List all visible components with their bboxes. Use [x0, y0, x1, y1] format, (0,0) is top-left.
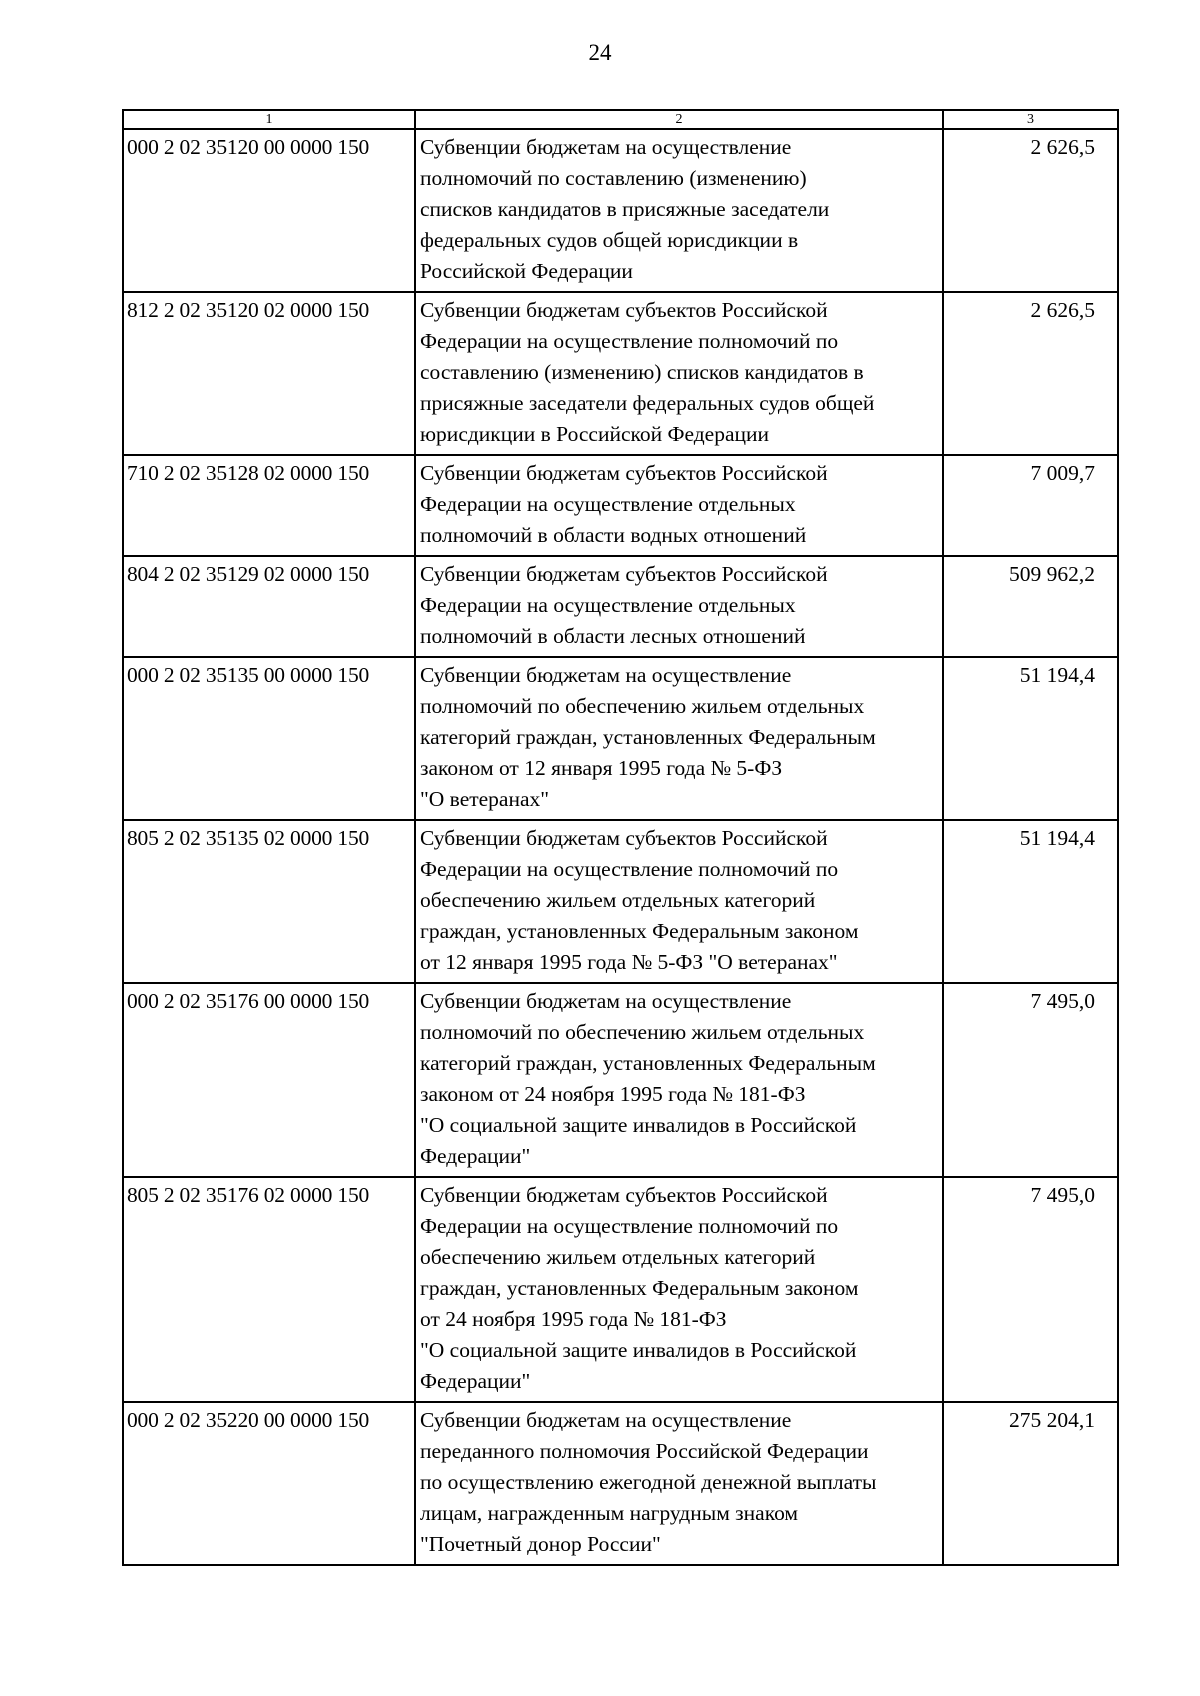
description-line: от 24 ноября 1995 года № 181-ФЗ — [420, 1307, 727, 1331]
budget-code-cell: 805 2 02 35135 02 0000 150 — [123, 820, 415, 983]
description-line: граждан, установленных Федеральным законом — [420, 919, 859, 943]
description-line: по осуществлению ежегодной денежной выплаты — [420, 1470, 877, 1494]
description-line: Федерации на осуществление полномочий по — [420, 329, 839, 353]
amount-cell: 7 495,0 — [943, 1177, 1118, 1402]
description-line: юрисдикции в Российской Федерации — [420, 422, 770, 446]
description-cell — [415, 1177, 943, 1402]
table-body — [123, 129, 1118, 1565]
budget-table — [122, 109, 1119, 1566]
description-line: Субвенции бюджетам на осуществление — [420, 1408, 792, 1432]
description-line: Федерации" — [420, 1369, 531, 1393]
description-line: "Почетный донор России" — [420, 1532, 661, 1556]
description-line: Федерации на осуществление отдельных — [420, 593, 796, 617]
column-number-2: 2 — [415, 110, 943, 129]
budget-code-cell: 812 2 02 35120 02 0000 150 — [123, 292, 415, 455]
description-cell — [415, 556, 943, 657]
budget-code-cell: 710 2 02 35128 02 0000 150 — [123, 455, 415, 556]
description-line: Субвенции бюджетам субъектов Российской — [420, 298, 828, 322]
description-line: Субвенции бюджетам субъектов Российской — [420, 562, 828, 586]
table-row — [123, 983, 1118, 1177]
description-cell — [415, 129, 943, 292]
description-line: переданного полномочия Российской Федерации — [420, 1439, 869, 1463]
table-row — [123, 1402, 1118, 1565]
page-number: 24 — [588, 40, 612, 65]
description-line: "О ветеранах" — [420, 787, 550, 811]
amount-cell: 2 626,5 — [943, 292, 1118, 455]
table-row — [123, 1177, 1118, 1402]
table-header — [123, 110, 1118, 129]
budget-code-cell: 804 2 02 35129 02 0000 150 — [123, 556, 415, 657]
description-line: лицам, награжденным нагрудным знаком — [420, 1501, 799, 1525]
description-line: Субвенции бюджетам субъектов Российской — [420, 826, 828, 850]
description-line: категорий граждан, установленных Федеральным — [420, 725, 876, 749]
description-line: "О социальной защите инвалидов в Российской — [420, 1113, 857, 1137]
description-cell — [415, 983, 943, 1177]
description-line: законом от 24 ноября 1995 года № 181-ФЗ — [420, 1082, 806, 1106]
description-line: полномочий по обеспечению жильем отдельных — [420, 1020, 865, 1044]
description-line: списков кандидатов в присяжные заседатели — [420, 197, 830, 221]
description-line: обеспечению жильем отдельных категорий — [420, 888, 816, 912]
description-cell — [415, 292, 943, 455]
description-line: обеспечению жильем отдельных категорий — [420, 1245, 816, 1269]
description-line: Субвенции бюджетам субъектов Российской — [420, 461, 828, 485]
budget-code-cell: 805 2 02 35176 02 0000 150 — [123, 1177, 415, 1402]
description-line: Федерации на осуществление полномочий по — [420, 1214, 839, 1238]
description-line: "О социальной защите инвалидов в Российской — [420, 1338, 857, 1362]
description-line: Субвенции бюджетам субъектов Российской — [420, 1183, 828, 1207]
description-cell — [415, 820, 943, 983]
budget-code-cell: 000 2 02 35176 00 0000 150 — [123, 983, 415, 1177]
description-line: категорий граждан, установленных Федеральным — [420, 1051, 876, 1075]
description-cell — [415, 455, 943, 556]
description-line: присяжные заседатели федеральных судов общей — [420, 391, 875, 415]
amount-cell: 2 626,5 — [943, 129, 1118, 292]
description-line: полномочий в области водных отношений — [420, 523, 807, 547]
description-line: от 12 января 1995 года № 5-ФЗ "О ветеранах" — [420, 950, 838, 974]
amount-cell: 7 009,7 — [943, 455, 1118, 556]
description-line: Федерации на осуществление отдельных — [420, 492, 796, 516]
description-line: полномочий по составлению (изменению) — [420, 166, 807, 190]
table-row — [123, 455, 1118, 556]
description-line: Федерации" — [420, 1144, 531, 1168]
description-line: Субвенции бюджетам на осуществление — [420, 135, 792, 159]
amount-cell: 275 204,1 — [943, 1402, 1118, 1565]
budget-code-cell: 000 2 02 35120 00 0000 150 — [123, 129, 415, 292]
description-line: Субвенции бюджетам на осуществление — [420, 663, 792, 687]
amount-cell: 509 962,2 — [943, 556, 1118, 657]
description-line: полномочий в области лесных отношений — [420, 624, 806, 648]
description-line: составлению (изменению) списков кандидатов в — [420, 360, 864, 384]
column-number-1: 1 — [123, 110, 415, 129]
description-line: Российской Федерации — [420, 259, 633, 283]
budget-code-cell: 000 2 02 35220 00 0000 150 — [123, 1402, 415, 1565]
table-row — [123, 657, 1118, 820]
description-line: Субвенции бюджетам на осуществление — [420, 989, 792, 1013]
description-line: полномочий по обеспечению жильем отдельных — [420, 694, 865, 718]
description-line: законом от 12 января 1995 года № 5-ФЗ — [420, 756, 783, 780]
table-row — [123, 556, 1118, 657]
amount-cell: 51 194,4 — [943, 820, 1118, 983]
description-line: граждан, установленных Федеральным законом — [420, 1276, 859, 1300]
table-row — [123, 292, 1118, 455]
description-line: Федерации на осуществление полномочий по — [420, 857, 839, 881]
column-number-3: 3 — [943, 110, 1118, 129]
amount-cell: 51 194,4 — [943, 657, 1118, 820]
header-row — [123, 110, 1118, 129]
description-cell — [415, 657, 943, 820]
budget-code-cell: 000 2 02 35135 00 0000 150 — [123, 657, 415, 820]
amount-cell: 7 495,0 — [943, 983, 1118, 1177]
table-row — [123, 129, 1118, 292]
description-line: федеральных судов общей юрисдикции в — [420, 228, 799, 252]
description-cell — [415, 1402, 943, 1565]
table-row — [123, 820, 1118, 983]
